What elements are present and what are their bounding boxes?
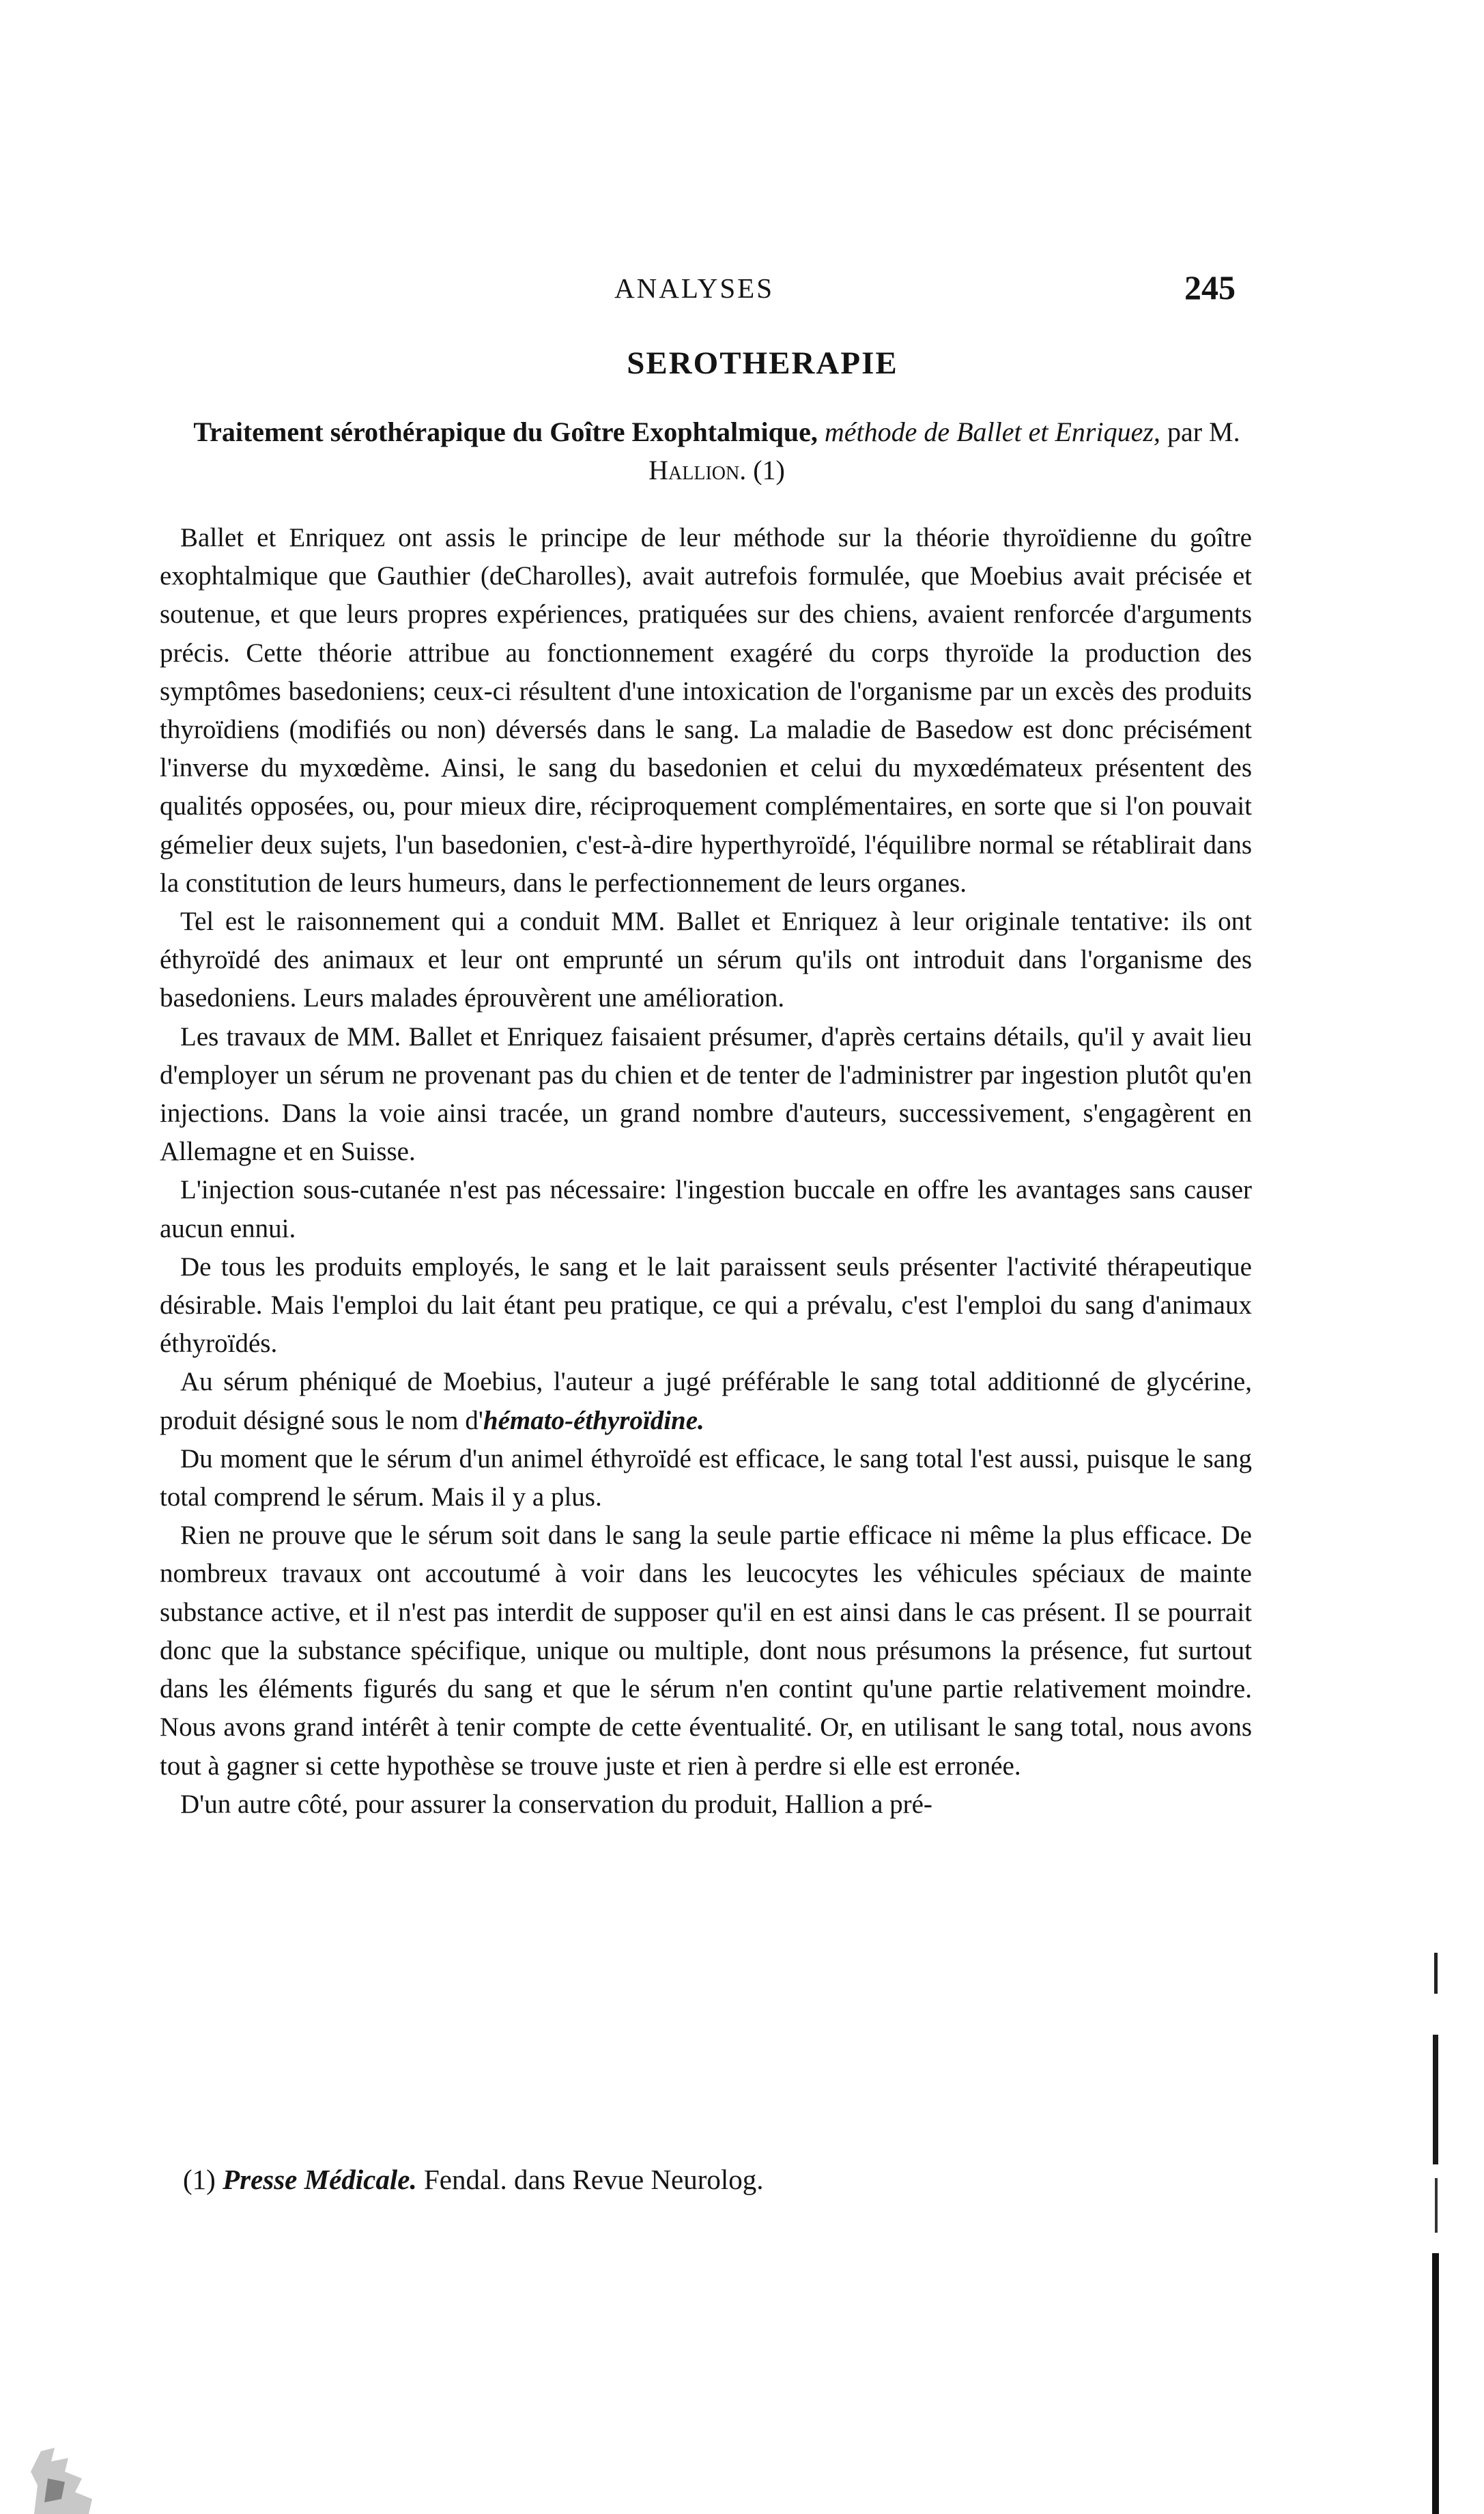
- article-method: méthode de Ballet et Enriquez,: [824, 416, 1160, 447]
- scan-artifact: [27, 2431, 102, 2514]
- paragraph: Ballet et Enriquez ont assis le principe de leur méthode sur la théorie thyroïdienne du goître exophtalmique que Gauthier (deCharolles), avait autrefois formulée, que Moebius avait précisée et soutenue, et que leurs propres expériences, pratiquées sur des chiens, avaient renforcée d'arguments précis. Cette théorie attribue au fonctionnement exagéré du corps thyroïde la production des symptômes basedoniens; ceux-ci résultent d'une intoxication de l'organisme par un excès des produits thyroïdiens (modifiés ou non) déversés dans le sang. La maladie de Basedow est donc précisément l'inverse du myxœdème. Ainsi, le sang du basedonien et celui du myxœdémateux présentent des qualités opposées, ou, pour mieux dire, réciproquement complémentaires, en sorte que si l'on pouvait gémelier deux sujets, l'un basedonien, c'est-à-dire hyperthyroïdé, l'équilibre normal se rétablirait dans la constitution de leurs humeurs, dans le perfectionnement de leurs organes.: [160, 523, 1252, 898]
- author-prefix: par M.: [1167, 416, 1240, 447]
- footnote-reference: (1): [753, 455, 785, 485]
- paragraph: Tel est le raisonnement qui a conduit MM. Ballet et Enriquez à leur originale tentative: ils ont éthyroïdé des animaux et leur ont emprunté un sérum qu'ils ont introduit dans l'organisme des basedoniens. Leurs malades éprouvèrent une amélioration.: [160, 907, 1252, 1013]
- running-header: [560, 268, 1242, 313]
- paragraph: L'injection sous-cutanée n'est pas nécessaire: l'ingestion buccale en offre les avantages sans causer aucun ennui.: [160, 1175, 1252, 1243]
- paragraph: Les travaux de MM. Ballet et Enriquez faisaient présumer, d'après certains détails, qu'il y avait lieu d'employer un sérum ne provenant pas du chien et de tenter de l'administrer par ingestion plutôt qu'en injections. Dans la voie ainsi tracée, un grand nombre d'auteurs, successivement, s'engagèrent en Allemagne et en Suisse.: [160, 1021, 1252, 1167]
- section-title: SEROTHERAPIE: [627, 345, 898, 381]
- article-title: Traitement sérothérapique du Goître Exophtalmique,: [193, 416, 818, 447]
- body-text: [160, 519, 1252, 1824]
- article-heading: [181, 413, 1253, 490]
- footnote: [183, 2163, 764, 2196]
- paragraph-text: Au sérum phéniqué de Moebius, l'auteur a jugé préférable le sang total additionné de glycérine, produit désigné sous le nom d': [160, 1367, 1252, 1435]
- footnote-marker: (1): [183, 2164, 216, 2195]
- page-number: 245: [1184, 268, 1236, 307]
- paragraph: D'un autre côté, pour assurer la conservation du produit, Hallion a pré-: [180, 1789, 932, 1819]
- page-edge-mark: [1430, 1953, 1445, 2514]
- product-name: hémato-éthyroïdine.: [483, 1405, 704, 1435]
- paragraph: Rien ne prouve que le sérum soit dans le sang la seule partie efficace ni même la plus efficace. De nombreux travaux ont accoutumé à voir dans les leucocytes les véhicules spéciaux de mainte substance active, et il n'est pas interdit de supposer qu'il en est ainsi dans le cas présent. Il se pourrait donc que la substance spécifique, unique ou multiple, dont nous présumons la présence, fut surtout dans les éléments figurés du sang et que le sérum n'en contint qu'une partie relativement moindre. Nous avons grand intérêt à tenir compte de cette éventualité. Or, en utilisant le sang total, nous avons tout à gagner si cette hypothèse se trouve juste et rien à perdre si elle est erronée.: [160, 1521, 1252, 1781]
- paragraph: [160, 1363, 1252, 1439]
- footnote-journal: Presse Médicale.: [223, 2164, 417, 2195]
- paragraph: Du moment que le sérum d'un animel éthyroïdé est efficace, le sang total l'est aussi, puisque le sang total comprend le sérum. Mais il y a plus.: [160, 1443, 1252, 1512]
- article-author: Hallion.: [648, 455, 747, 485]
- paragraph: De tous les produits employés, le sang et le lait paraissent seuls présenter l'activité thérapeutique désirable. Mais l'emploi du lait étant peu pratique, ce qui a prévalu, c'est l'emploi du sang d'animaux éthyroïdés.: [160, 1252, 1252, 1359]
- footnote-text: Fendal. dans Revue Neurolog.: [423, 2164, 764, 2195]
- running-title: ANALYSES: [614, 272, 775, 304]
